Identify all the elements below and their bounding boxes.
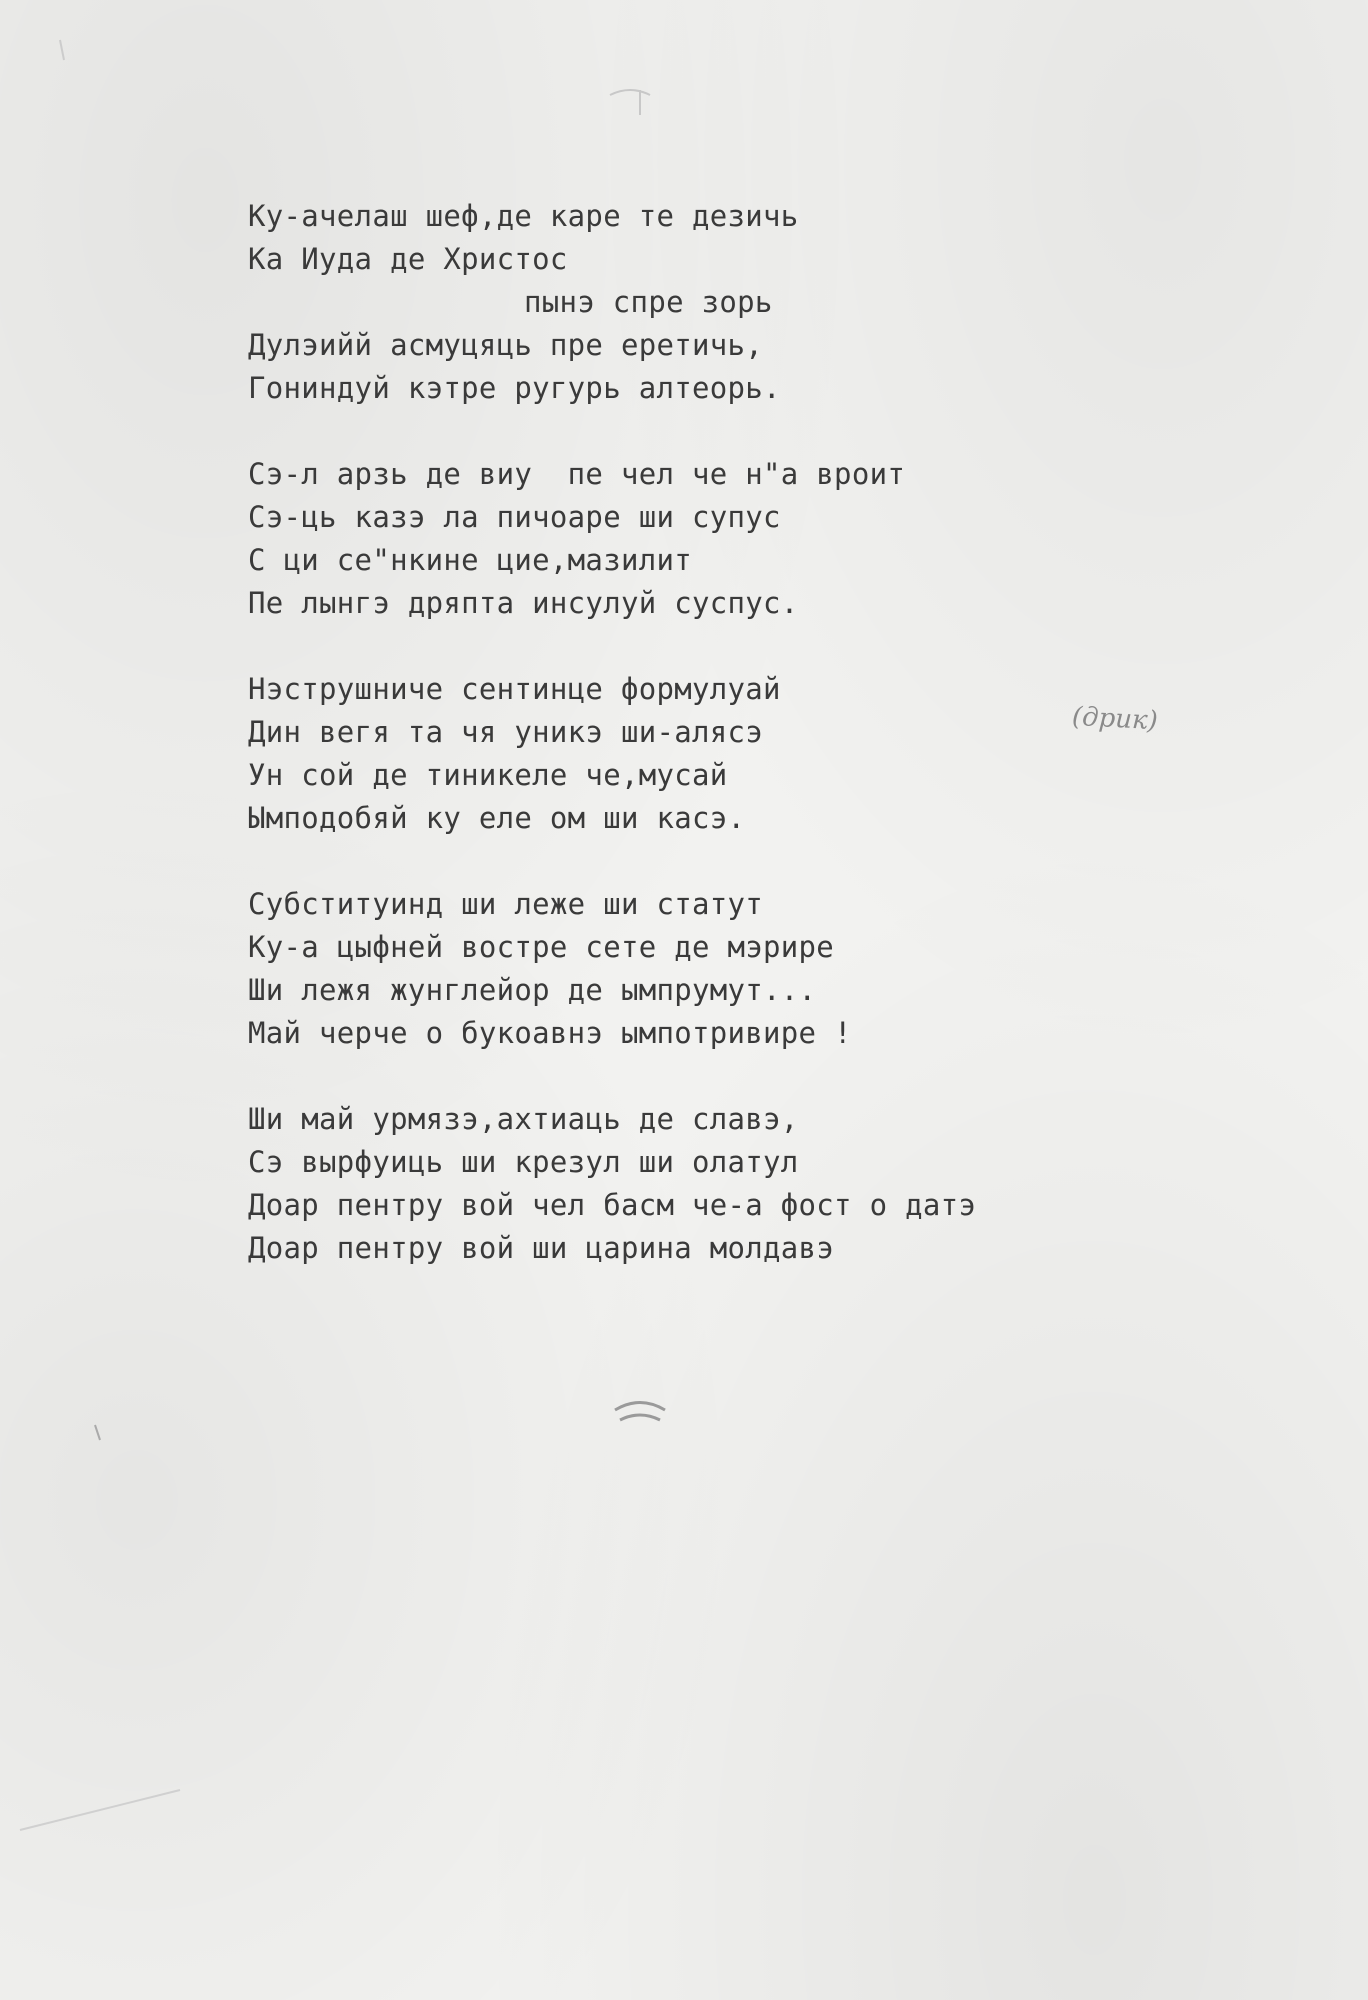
handwritten-margin-note: (дрик) [1071, 701, 1159, 737]
poem-line: Ун сой де тиникеле че,мусай [248, 758, 728, 792]
poem-line: Нэструшниче сентинце формулуай [248, 672, 781, 706]
poem-line: Дулэийй асмуцяць пре еретичь, [248, 328, 764, 362]
poem-line: Субституинд ши леже ши статут [248, 887, 764, 921]
poem-line: Ши лежя жунглейор де ымпрумут... [248, 973, 817, 1007]
poem-line: Ка Иуда де Христос [248, 242, 568, 276]
poem-line: Дин вегя та чя уникэ ши-алясэ [248, 715, 764, 749]
poem-line: Май черче о букоавнэ ымпотривире ! [248, 1016, 852, 1050]
poem-text [248, 195, 1248, 1313]
stanza-4 [248, 883, 1248, 1055]
poem-line: Пе лынгэ дряпта инсулуй суспус. [248, 586, 799, 620]
poem-line: Ку-а цыфней вострe сете де мэрире [248, 930, 835, 964]
poem-line: Ку-ачелаш шеф,де каре те дезичь [248, 199, 799, 233]
poem-line: Сэ-ць казэ ла пичоаре ши супус [248, 500, 781, 534]
poem-line: Гониндуй кэтре ругурь алтеорь. [248, 371, 781, 405]
poem-line: Сэ выpфуиць ши крезул ши олатул [248, 1145, 799, 1179]
stanza-1 [248, 195, 1248, 410]
poem-line: Доар пентру вой ши царина молдавэ [248, 1231, 835, 1265]
stanza-3 [248, 668, 1248, 840]
stanza-5 [248, 1098, 1248, 1270]
poem-line: Ши май урмязэ,ахтиаць де славэ, [248, 1102, 799, 1136]
poem-line: С ци се"нкине цие,мазилит [248, 543, 692, 577]
poem-line: Сэ-л арзь де виу пе чел че н"а вроит [248, 457, 906, 491]
poem-line: Доар пентру вой чел басм че-а фост о датэ [248, 1188, 977, 1222]
stanza-2 [248, 453, 1248, 625]
poem-line: Ымподобяй ку еле ом ши касэ. [248, 801, 746, 835]
poem-line: пынэ спре зорь [524, 285, 773, 319]
